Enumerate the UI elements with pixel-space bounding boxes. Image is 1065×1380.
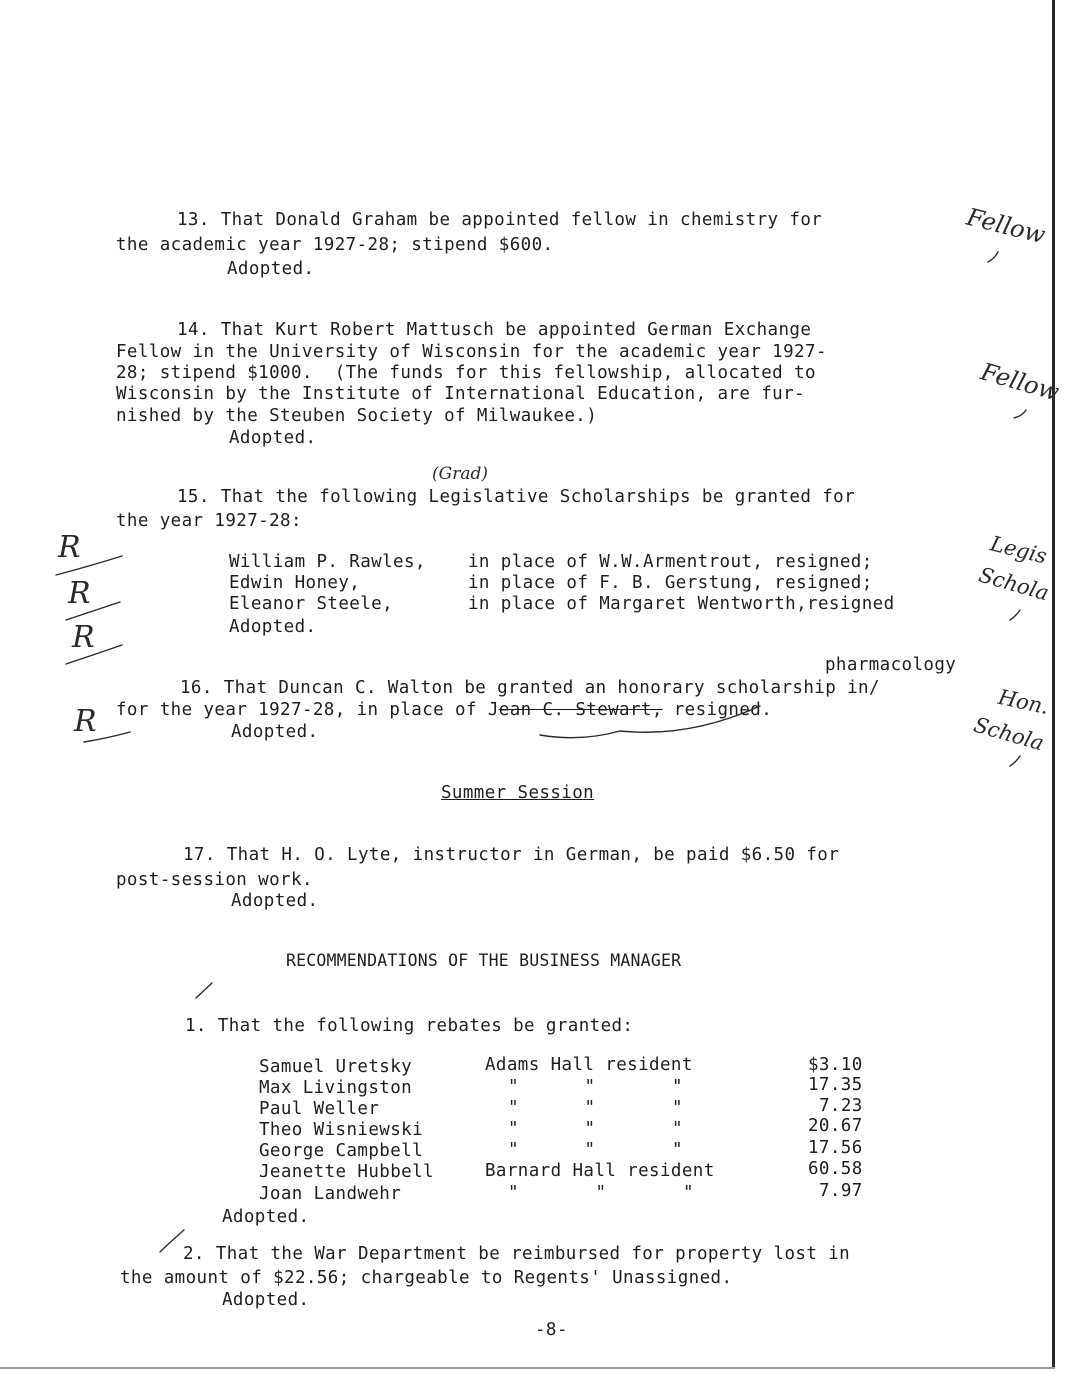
r-stroke-3 bbox=[66, 645, 122, 664]
rebate-row-6-amount: 60.58 bbox=[808, 1159, 863, 1179]
war-dept-line-2: the amount of $22.56; chargeable to Regents' Unassigned. bbox=[120, 1268, 733, 1288]
rebate-row-2-amount: 17.35 bbox=[808, 1075, 863, 1095]
rebate-row-6-residence: Barnard Hall resident bbox=[485, 1161, 715, 1181]
rebate-row-5-amount: 17.56 bbox=[808, 1138, 863, 1158]
item-16-adopted: Adopted. bbox=[231, 722, 319, 742]
rebate-row-3-residence: " " " bbox=[508, 1098, 683, 1118]
item-15-line-2: the year 1927-28: bbox=[116, 511, 302, 531]
item-14-line-2: Fellow in the University of Wisconsin for the academic year 1927- bbox=[116, 342, 827, 362]
rebate-row-3-amount: 7.23 bbox=[819, 1096, 863, 1116]
item-16-line-2-a: for the year 1927-28, in place of J bbox=[116, 700, 499, 720]
rebate-row-1-name: Samuel Uretsky bbox=[259, 1057, 413, 1077]
scholarship-row-2-name: Edwin Honey, bbox=[229, 573, 361, 593]
item-13-adopted: Adopted. bbox=[227, 259, 315, 279]
tick-legis bbox=[1010, 610, 1020, 620]
margin-note-grad: (Grad) bbox=[432, 464, 488, 484]
rebate-row-5-residence: " " " bbox=[508, 1140, 683, 1160]
war-dept-line-1: 2. That the War Department be reimbursed for property lost in bbox=[183, 1244, 851, 1264]
margin-note-hon-1: Hon. bbox=[996, 684, 1052, 720]
tick-fellow-1 bbox=[988, 252, 998, 262]
scholarship-row-3-name: Eleanor Steele, bbox=[229, 594, 394, 614]
rebate-row-7-name: Joan Landwehr bbox=[259, 1184, 402, 1204]
item-14-line-4: Wisconsin by the Institute of International Education, are fur- bbox=[116, 384, 805, 404]
check-mark-1 bbox=[196, 983, 212, 998]
scholarship-row-1-name: William P. Rawles, bbox=[229, 552, 426, 572]
rebate-row-6-name: Jeanette Hubbell bbox=[259, 1162, 434, 1182]
scholarship-row-2-place: in place of F. B. Gerstung, resigned; bbox=[468, 573, 873, 593]
margin-r-mark-2: R bbox=[68, 576, 91, 611]
rebate-row-1-amount: $3.10 bbox=[808, 1055, 863, 1075]
scholarship-row-1-place: in place of W.W.Armentrout, resigned; bbox=[468, 552, 873, 572]
margin-note-fellow-2: Fellow bbox=[977, 357, 1063, 407]
rebates-adopted: Adopted. bbox=[222, 1207, 310, 1227]
item-17-line-1: 17. That H. O. Lyte, instructor in German, be paid $6.50 for bbox=[183, 845, 840, 865]
rebate-row-7-amount: 7.97 bbox=[819, 1181, 863, 1201]
item-16-struck-name: ean C. Stewart, bbox=[498, 700, 663, 720]
check-mark-2 bbox=[160, 1230, 184, 1252]
rebate-row-7-residence: " " " bbox=[508, 1183, 694, 1203]
rebate-row-2-residence: " " " bbox=[508, 1077, 683, 1097]
item-15-adopted: Adopted. bbox=[229, 617, 317, 637]
rebate-row-4-name: Theo Wisniewski bbox=[259, 1120, 424, 1140]
rebate-row-4-amount: 20.67 bbox=[808, 1116, 863, 1136]
item-14-line-1: 14. That Kurt Robert Mattusch be appointed German Exchange bbox=[177, 320, 812, 340]
margin-note-fellow-1: Fellow bbox=[963, 202, 1049, 250]
r-stroke-1 bbox=[56, 556, 122, 575]
item-17-adopted: Adopted. bbox=[231, 891, 319, 911]
rebate-row-1-residence: Adams Hall resident bbox=[485, 1055, 693, 1075]
war-dept-adopted: Adopted. bbox=[222, 1290, 310, 1310]
business-manager-heading: RECOMMENDATIONS OF THE BUSINESS MANAGER bbox=[286, 951, 682, 970]
margin-r-mark-3: R bbox=[72, 620, 95, 655]
margin-note-hon-2: Schola bbox=[971, 712, 1047, 756]
r-stroke-2 bbox=[66, 602, 120, 620]
tick-hon bbox=[1010, 756, 1020, 766]
item-16-insert: pharmacology bbox=[825, 655, 957, 675]
item-14-adopted: Adopted. bbox=[229, 428, 317, 448]
summer-session-heading: Summer Session bbox=[441, 783, 595, 803]
item-17-line-2: post-session work. bbox=[116, 870, 313, 890]
rebate-row-3-name: Paul Weller bbox=[259, 1099, 380, 1119]
rebate-row-4-residence: " " " bbox=[508, 1119, 683, 1139]
item-13-line-2: the academic year 1927-28; stipend $600. bbox=[116, 235, 554, 255]
page-number: -8- bbox=[535, 1320, 568, 1340]
margin-note-legis-2: Schola bbox=[976, 562, 1052, 606]
rebate-row-5-name: George Campbell bbox=[259, 1141, 424, 1161]
item-16-line-2-c: resigned. bbox=[662, 700, 773, 720]
item-14-line-3: 28; stipend $1000. (The funds for this fellowship, allocated to bbox=[116, 363, 816, 383]
rebate-row-2-name: Max Livingston bbox=[259, 1078, 413, 1098]
item-16-line-1: 16. That Duncan C. Walton be granted an honorary scholarship in/ bbox=[180, 678, 880, 698]
rebates-line-1: 1. That the following rebates be granted: bbox=[185, 1016, 634, 1036]
margin-note-legis-1: Legis bbox=[987, 531, 1050, 569]
margin-r-mark-1: R bbox=[58, 530, 81, 565]
underline-stroke bbox=[540, 706, 760, 738]
r-stroke-4 bbox=[84, 732, 130, 742]
item-13-line-1: 13. That Donald Graham be appointed fellow in chemistry for bbox=[177, 210, 823, 230]
item-14-line-5: nished by the Steuben Society of Milwaukee.) bbox=[116, 406, 598, 426]
tick-fellow-2 bbox=[1014, 410, 1026, 418]
item-15-line-1: 15. That the following Legislative Scholarships be granted for bbox=[177, 487, 856, 507]
margin-r-mark-4: R bbox=[74, 704, 97, 739]
scholarship-row-3-place: in place of Margaret Wentworth,resigned bbox=[468, 594, 895, 614]
